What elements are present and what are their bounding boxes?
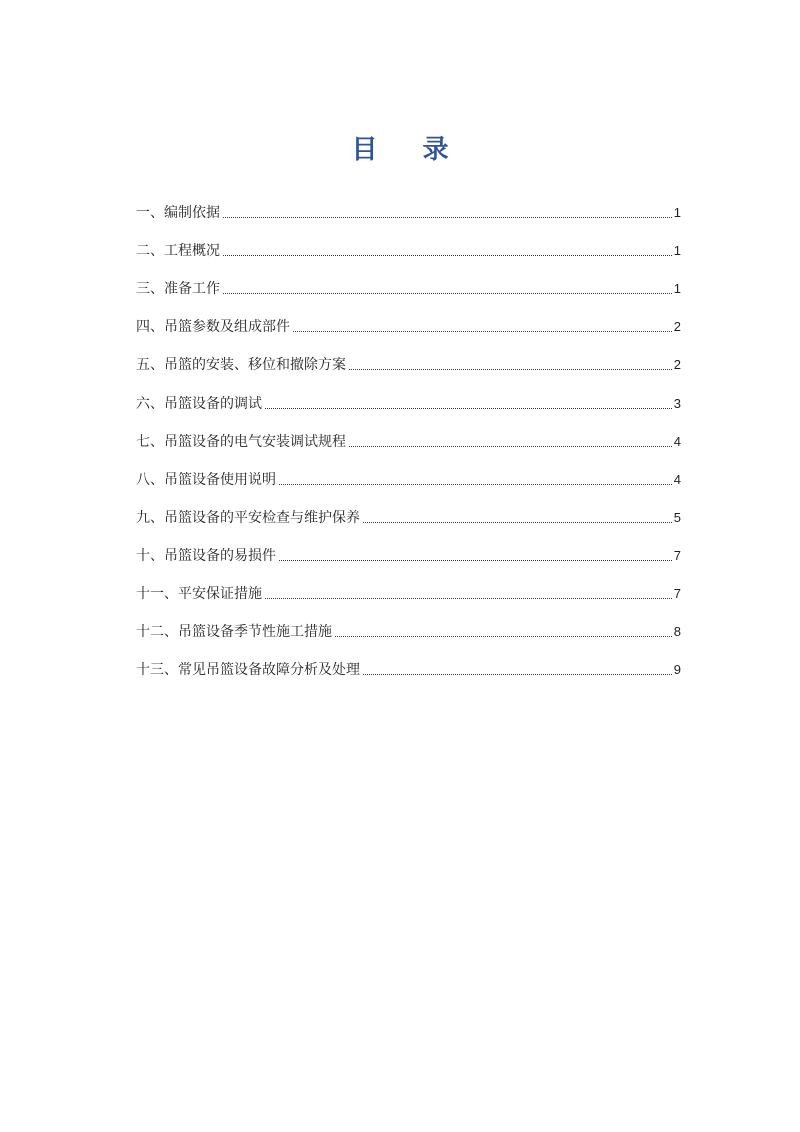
toc-item-8[interactable] <box>136 452 681 490</box>
toc-item-label: 十三、常见吊篮设备故障分析及处理 <box>136 662 360 679</box>
toc-item-5[interactable] <box>136 337 681 375</box>
toc-item-label: 八、吊篮设备使用说明 <box>136 471 276 488</box>
toc-title: 目 录 <box>351 135 467 165</box>
toc-item-2[interactable] <box>136 223 681 261</box>
toc-item-1[interactable] <box>136 185 681 223</box>
toc-item-13[interactable] <box>136 642 681 680</box>
toc-item-label: 五、吊篮的安装、移位和撤除方案 <box>136 357 346 374</box>
toc-page-number: 8 <box>673 624 681 640</box>
toc-list <box>136 185 681 680</box>
toc-leader-dots <box>279 483 672 485</box>
toc-page-number: 9 <box>673 662 681 678</box>
toc-item-10[interactable] <box>136 528 681 566</box>
toc-item-4[interactable] <box>136 299 681 337</box>
toc-leader-dots <box>223 216 672 218</box>
toc-page-number: 3 <box>673 395 681 411</box>
toc-page-number: 1 <box>673 243 681 259</box>
toc-leader-dots <box>265 597 672 599</box>
toc-item-label: 三、准备工作 <box>136 281 220 298</box>
toc-page-number: 2 <box>673 319 681 335</box>
toc-item-label: 一、编制依据 <box>136 205 220 222</box>
toc-leader-dots <box>363 521 672 523</box>
toc-leader-dots <box>279 559 672 561</box>
toc-item-label: 七、吊篮设备的电气安装调试规程 <box>136 433 346 450</box>
toc-item-label: 十、吊篮设备的易损件 <box>136 547 276 564</box>
toc-leader-dots <box>349 445 672 447</box>
toc-page-number: 7 <box>673 586 681 602</box>
toc-item-9[interactable] <box>136 490 681 528</box>
toc-item-label: 六、吊篮设备的调试 <box>136 395 262 412</box>
toc-item-label: 九、吊篮设备的平安检查与维护保养 <box>136 509 360 526</box>
toc-item-12[interactable] <box>136 604 681 642</box>
toc-page-number: 1 <box>673 281 681 297</box>
toc-leader-dots <box>293 330 672 332</box>
toc-page-number: 5 <box>673 509 681 525</box>
toc-item-label: 四、吊篮参数及组成部件 <box>136 319 290 336</box>
toc-item-11[interactable] <box>136 566 681 604</box>
toc-leader-dots <box>363 673 672 675</box>
toc-item-3[interactable] <box>136 261 681 299</box>
toc-page-number: 4 <box>673 433 681 449</box>
toc-leader-dots <box>223 254 672 256</box>
toc-leader-dots <box>335 635 672 637</box>
toc-item-label: 十一、平安保证措施 <box>136 586 262 603</box>
toc-item-6[interactable] <box>136 375 681 413</box>
toc-page-number: 4 <box>673 471 681 487</box>
toc-page-number: 2 <box>673 357 681 373</box>
toc-item-label: 二、工程概况 <box>136 243 220 260</box>
toc-leader-dots <box>265 407 672 409</box>
toc-page-number: 7 <box>673 547 681 563</box>
toc-leader-dots <box>349 368 672 370</box>
toc-leader-dots <box>223 292 672 294</box>
toc-item-label: 十二、吊篮设备季节性施工措施 <box>136 624 332 641</box>
toc-page-number: 1 <box>673 205 681 221</box>
toc-item-7[interactable] <box>136 414 681 452</box>
